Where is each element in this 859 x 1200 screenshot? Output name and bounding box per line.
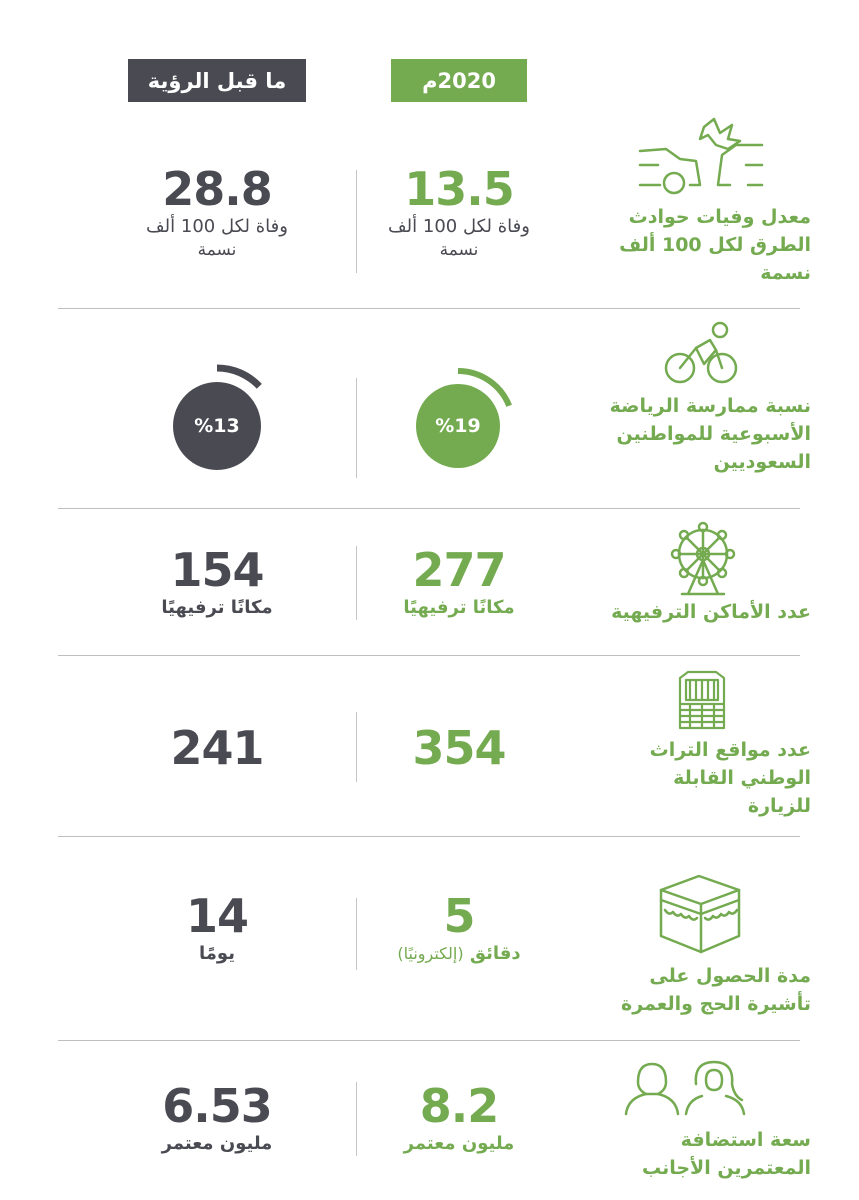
road-deaths-2020 (339, 163, 579, 261)
road-deaths-2020-unit: وفاة لكل 100 ألف (388, 216, 530, 237)
heritage-2020-value: 354 (412, 721, 506, 775)
heritage-before-value: 241 (170, 721, 264, 775)
road-deaths-label (571, 203, 811, 287)
pilgrims-2020 (339, 1080, 579, 1156)
label-line: معدل وفيات حوادث (628, 206, 811, 228)
visa-time-before (97, 890, 337, 966)
label-line: المعتمرين الأجانب (641, 1157, 811, 1179)
sports-before-gauge (155, 348, 285, 478)
label-line: نسمة (760, 262, 811, 284)
visa-time-2020-value: 5 (443, 889, 475, 943)
entertainment-before-value: 154 (170, 543, 264, 597)
road-deaths-2020-value: 13.5 (404, 162, 514, 216)
entertainment-label (571, 598, 811, 626)
header-2020: 2020م (391, 59, 527, 102)
row-separator (58, 308, 800, 309)
visa-time-before-value: 14 (185, 889, 248, 943)
header-before-vision: ما قبل الرؤية (128, 59, 306, 102)
label-line: عدد الأماكن الترفيهية (611, 601, 811, 623)
label-line: سعة استضافة (680, 1129, 811, 1151)
heritage-label (571, 736, 811, 820)
label-line: تأشيرة الحج والعمرة (621, 993, 811, 1015)
sports-label (571, 392, 811, 476)
entertainment-before (97, 544, 337, 620)
pilgrims-2020-unit: مليون معتمر (403, 1133, 515, 1154)
label-line: نسبة ممارسة الرياضة (609, 395, 811, 417)
pilgrims-label (571, 1126, 811, 1182)
label-line: مدة الحصول على (649, 965, 811, 987)
visa-time-before-unit: يومًا (199, 943, 235, 964)
row-separator (58, 508, 800, 509)
sports-before-value: %13 (194, 415, 240, 437)
ferris-wheel-icon (668, 520, 738, 596)
heritage-before (97, 722, 337, 774)
car-crash-icon (636, 115, 766, 195)
entertainment-before-unit: مكانًا ترفيهيًا (161, 597, 273, 618)
row-separator (58, 655, 800, 656)
pilgrims-2020-value: 8.2 (419, 1079, 499, 1133)
sports-2020-gauge (400, 358, 530, 488)
heritage-2020 (339, 722, 579, 774)
entertainment-2020-value: 277 (412, 543, 506, 597)
visa-time-2020 (339, 890, 579, 966)
label-line: السعوديين (713, 451, 811, 473)
road-deaths-before-unit2: نسمة (197, 240, 237, 260)
pilgrims-icon (622, 1060, 746, 1116)
heritage-building-icon (676, 670, 728, 730)
label-line: الطرق لكل 100 ألف (619, 234, 811, 256)
label-line: عدد مواقع التراث (649, 739, 811, 761)
cyclist-icon (664, 320, 740, 386)
road-deaths-before-value: 28.8 (162, 162, 272, 216)
pilgrims-before (97, 1080, 337, 1156)
entertainment-2020-unit: مكانًا ترفيهيًا (403, 597, 515, 618)
road-deaths-before-unit: وفاة لكل 100 ألف (146, 216, 288, 237)
sports-2020-value: %19 (435, 415, 481, 437)
pilgrims-before-unit: مليون معتمر (161, 1133, 273, 1154)
row-separator (58, 1040, 800, 1041)
label-line: للزيارة (747, 795, 811, 817)
road-deaths-before (97, 163, 337, 261)
entertainment-2020 (339, 544, 579, 620)
label-line: الأسبوعية للمواطنين (616, 423, 811, 445)
row-separator (58, 836, 800, 837)
visa-time-label (571, 962, 811, 1018)
kaaba-icon (657, 870, 743, 956)
visa-time-2020-note: (إلكترونيًا) (397, 944, 464, 963)
visa-time-2020-unit: دقائق (469, 943, 521, 964)
pilgrims-before-value: 6.53 (162, 1079, 272, 1133)
label-line: الوطني القابلة (673, 767, 811, 789)
column-divider (356, 378, 357, 478)
road-deaths-2020-unit2: نسمة (439, 240, 479, 260)
